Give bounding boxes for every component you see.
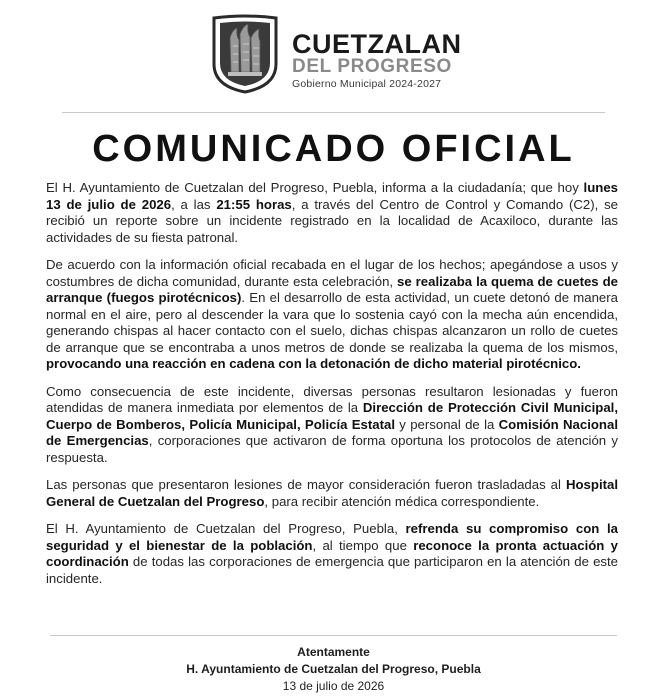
emphasis-text: Hospital General de Cuetzalan del Progreso — [46, 477, 618, 509]
emphasis-text: Dirección de Protección Civil Municipal, Cuerpo de Bomberos, Policía Municipal, Policía Estatal — [46, 400, 619, 432]
government-period: Gobierno Municipal 2024-2027 — [292, 78, 442, 90]
emphasis-text: provocando una reacción en cadena con la detonación de dicho material pirotécnico. — [46, 356, 581, 371]
paragraph-text: De acuerdo con la información oficial recabada en el lugar de los hechos; apegándose a usos y costumbres de dicha comunidad, durante esta celebración, — [46, 257, 618, 289]
paragraph-text: , a través del Centro de Control y Comando (C2), se recibió un reporte sobre un incidente registrado en la localidad de Acaxiloco, durante las actividades de su fiesta patronal. — [46, 196, 618, 245]
paragraph-text: . En el desarrollo de esta actividad, un cuete detonó de manera normal en el aire, pero al descender la vara que lo sostenia cayó con la mecha aún encendida, generando chispas al hacer contacto con el suelo, dichas chispas alcanzaron un rollo de cuetes de arranque que se encontraba a unos metros de donde se realizaba la quema de los mismos, — [46, 290, 618, 355]
statement-body — [46, 180, 618, 598]
paragraph-facts — [46, 257, 618, 373]
emphasis-text: reconoce la pronta actuación y coordinación — [46, 537, 618, 569]
paragraph-text: y personal de la — [395, 416, 499, 432]
issuer-name: H. Ayuntamiento de Cuetzalan del Progreso, Puebla — [186, 662, 481, 676]
paragraph-text: Como consecuencia de este incidente, diversas personas resultaron lesionadas y fueron atendidas de manera inmediata por elementos de la — [46, 383, 618, 415]
paragraph-text: El H. Ayuntamiento de Cuetzalan del Progreso, Puebla, informa a la ciudadanía; que hoy — [46, 180, 584, 195]
paragraph-hospital — [46, 477, 618, 510]
closing-salutation: Atentamente — [297, 645, 370, 659]
signature-block — [0, 644, 667, 695]
paragraph-text: , al tiempo que — [312, 537, 414, 553]
issue-date: 13 de julio de 2026 — [282, 679, 385, 693]
paragraph-text: , corporaciones que activaron de forma oportuna los protocolos de atención y respuesta. — [46, 433, 619, 465]
paragraph-report — [46, 180, 618, 246]
emphasis-text: se realizaba la quema de cuetes de arranque (fuegos pirotécnicos) — [46, 273, 618, 305]
document-title: COMUNICADO OFICIAL — [92, 128, 575, 170]
document-header — [0, 0, 667, 100]
emphasis-text: Comisión Nacional de Emergencias — [46, 416, 618, 448]
paragraph-commitment — [46, 521, 618, 587]
paragraph-text: El H. Ayuntamiento de Cuetzalan del Progreso, Puebla, — [46, 521, 406, 536]
paragraph-text: Las personas que presentaron lesiones de mayor consideración fueron trasladadas al — [46, 477, 566, 492]
paragraph-text: , a las — [171, 196, 217, 212]
header-divider — [62, 112, 605, 113]
footer-divider — [50, 635, 617, 636]
brand-name: CUETZALAN — [292, 29, 462, 59]
emphasis-text: lunes 13 de julio de 2026 — [46, 180, 618, 212]
paragraph-response — [46, 384, 618, 467]
paragraph-text: de todas las corporaciones de emergencia que participaron en la atención de este incidente. — [46, 554, 618, 586]
emphasis-text: refrenda su compromiso con la seguridad y el bienestar de la población — [46, 521, 618, 553]
emphasis-text: 21:55 horas — [216, 196, 292, 212]
municipal-shield-logo-icon — [210, 14, 280, 94]
paragraph-text: , para recibir atención médica correspondiente. — [264, 493, 540, 509]
brand-subname: DEL PROGRESO — [292, 56, 452, 77]
